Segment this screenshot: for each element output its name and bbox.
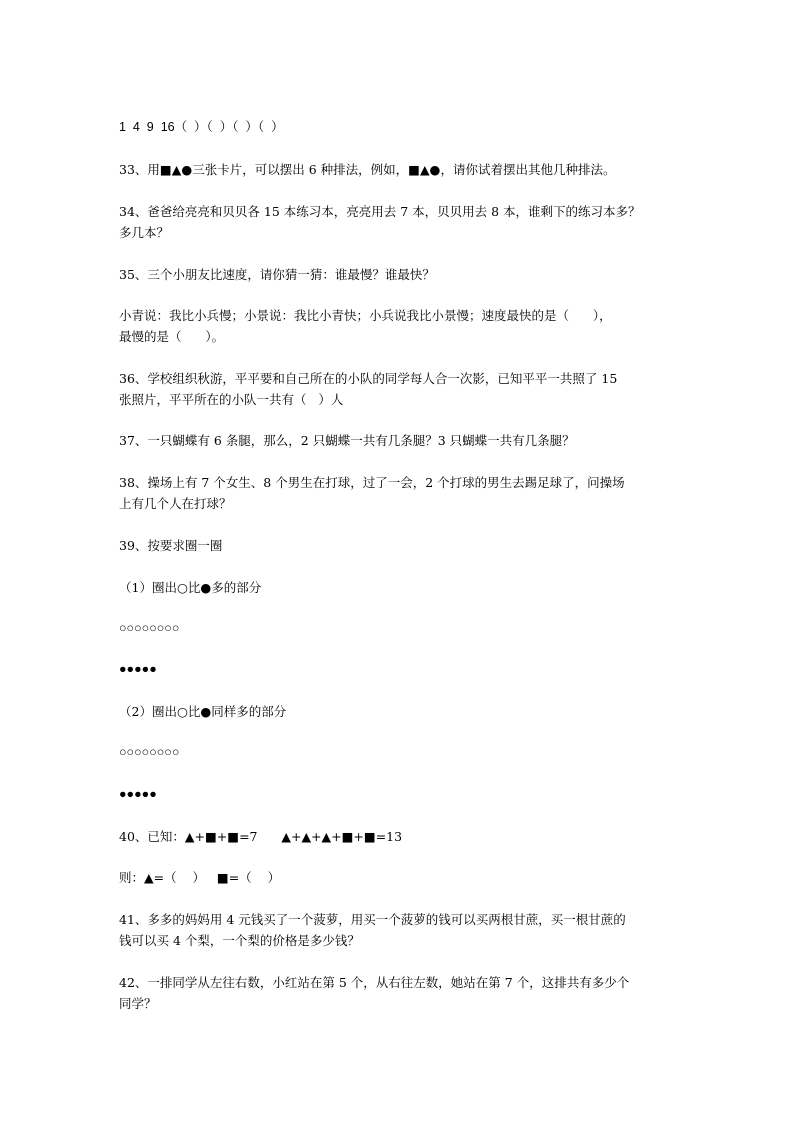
question-37: 37、一只蝴蝶有 6 条腿，那么，2 只蝴蝶一共有几条腿？3 只蝴蝶一共有几条腿？ [119,433,575,448]
question-39: 39、按要求圈一圈 [119,538,223,553]
sequence-line: 1 4 9 16（ ）（ ）（ ）（ ） [119,120,284,134]
question-41-cont: 钱可以买 4 个梨，一个梨的价格是多少钱？ [119,933,360,948]
solid-dots-row-2: ●●●●● [119,787,157,801]
question-38: 38、操场上有 7 个女生、8 个男生在打球，过了一会，2 个打球的男生去踢足球了，问操场 [119,475,625,490]
question-34: 34、爸爸给亮亮和贝贝各 15 本练习本，亮亮用去 7 本，贝贝用去 8 本，谁剩下的练习本多？ [119,204,641,219]
question-38-cont: 上有几个人在打球？ [119,496,232,511]
hollow-circles-row-1: ○○○○○○○○ [119,621,180,635]
question-40-answer: 则：▲=（ ） ■=（ ） [119,870,281,885]
question-42-cont: 同学？ [119,996,157,1011]
question-42: 42、一排同学从左往右数，小红站在第 5 个，从右往左数，她站在第 7 个，这排共有多少个 [119,975,630,990]
question-41: 41、多多的妈妈用 4 元钱买了一个菠萝，用买一个菠萝的钱可以买两根甘蔗，买一根甘蔗的 [119,912,626,927]
question-36-cont: 张照片，平平所在的小队一共有（ ）人 [119,392,344,407]
solid-dots-row-1: ●●●●● [119,662,157,676]
question-35-cont: 最慢的是（ ）。 [119,329,225,344]
question-40: 40、已知：▲+■+■=7 ▲+▲+▲+■+■=13 [119,829,403,844]
question-35-text: 小青说：我比小兵慢；小景说：我比小青快；小兵说我比小景慢；速度最快的是（ ）， [119,308,612,323]
hollow-circles-row-2: ○○○○○○○○ [119,745,180,759]
question-39-part1: （1）圈出○比●多的部分 [119,580,262,595]
question-36: 36、学校组织秋游，平平要和自己所在的小队的同学每人合一次影，已知平平一共照了 15 [119,371,618,386]
question-34-cont: 多几本？ [119,225,170,240]
question-33: 33、用■▲●三张卡片，可以摆出 6 种排法，例如，■▲●，请你试着摆出其他几种排法。 [119,162,616,177]
question-35: 35、三个小朋友比速度，请你猜一猜：谁最慢？谁最快？ [119,267,435,282]
question-39-part2: （2）圈出○比●同样多的部分 [119,704,287,719]
